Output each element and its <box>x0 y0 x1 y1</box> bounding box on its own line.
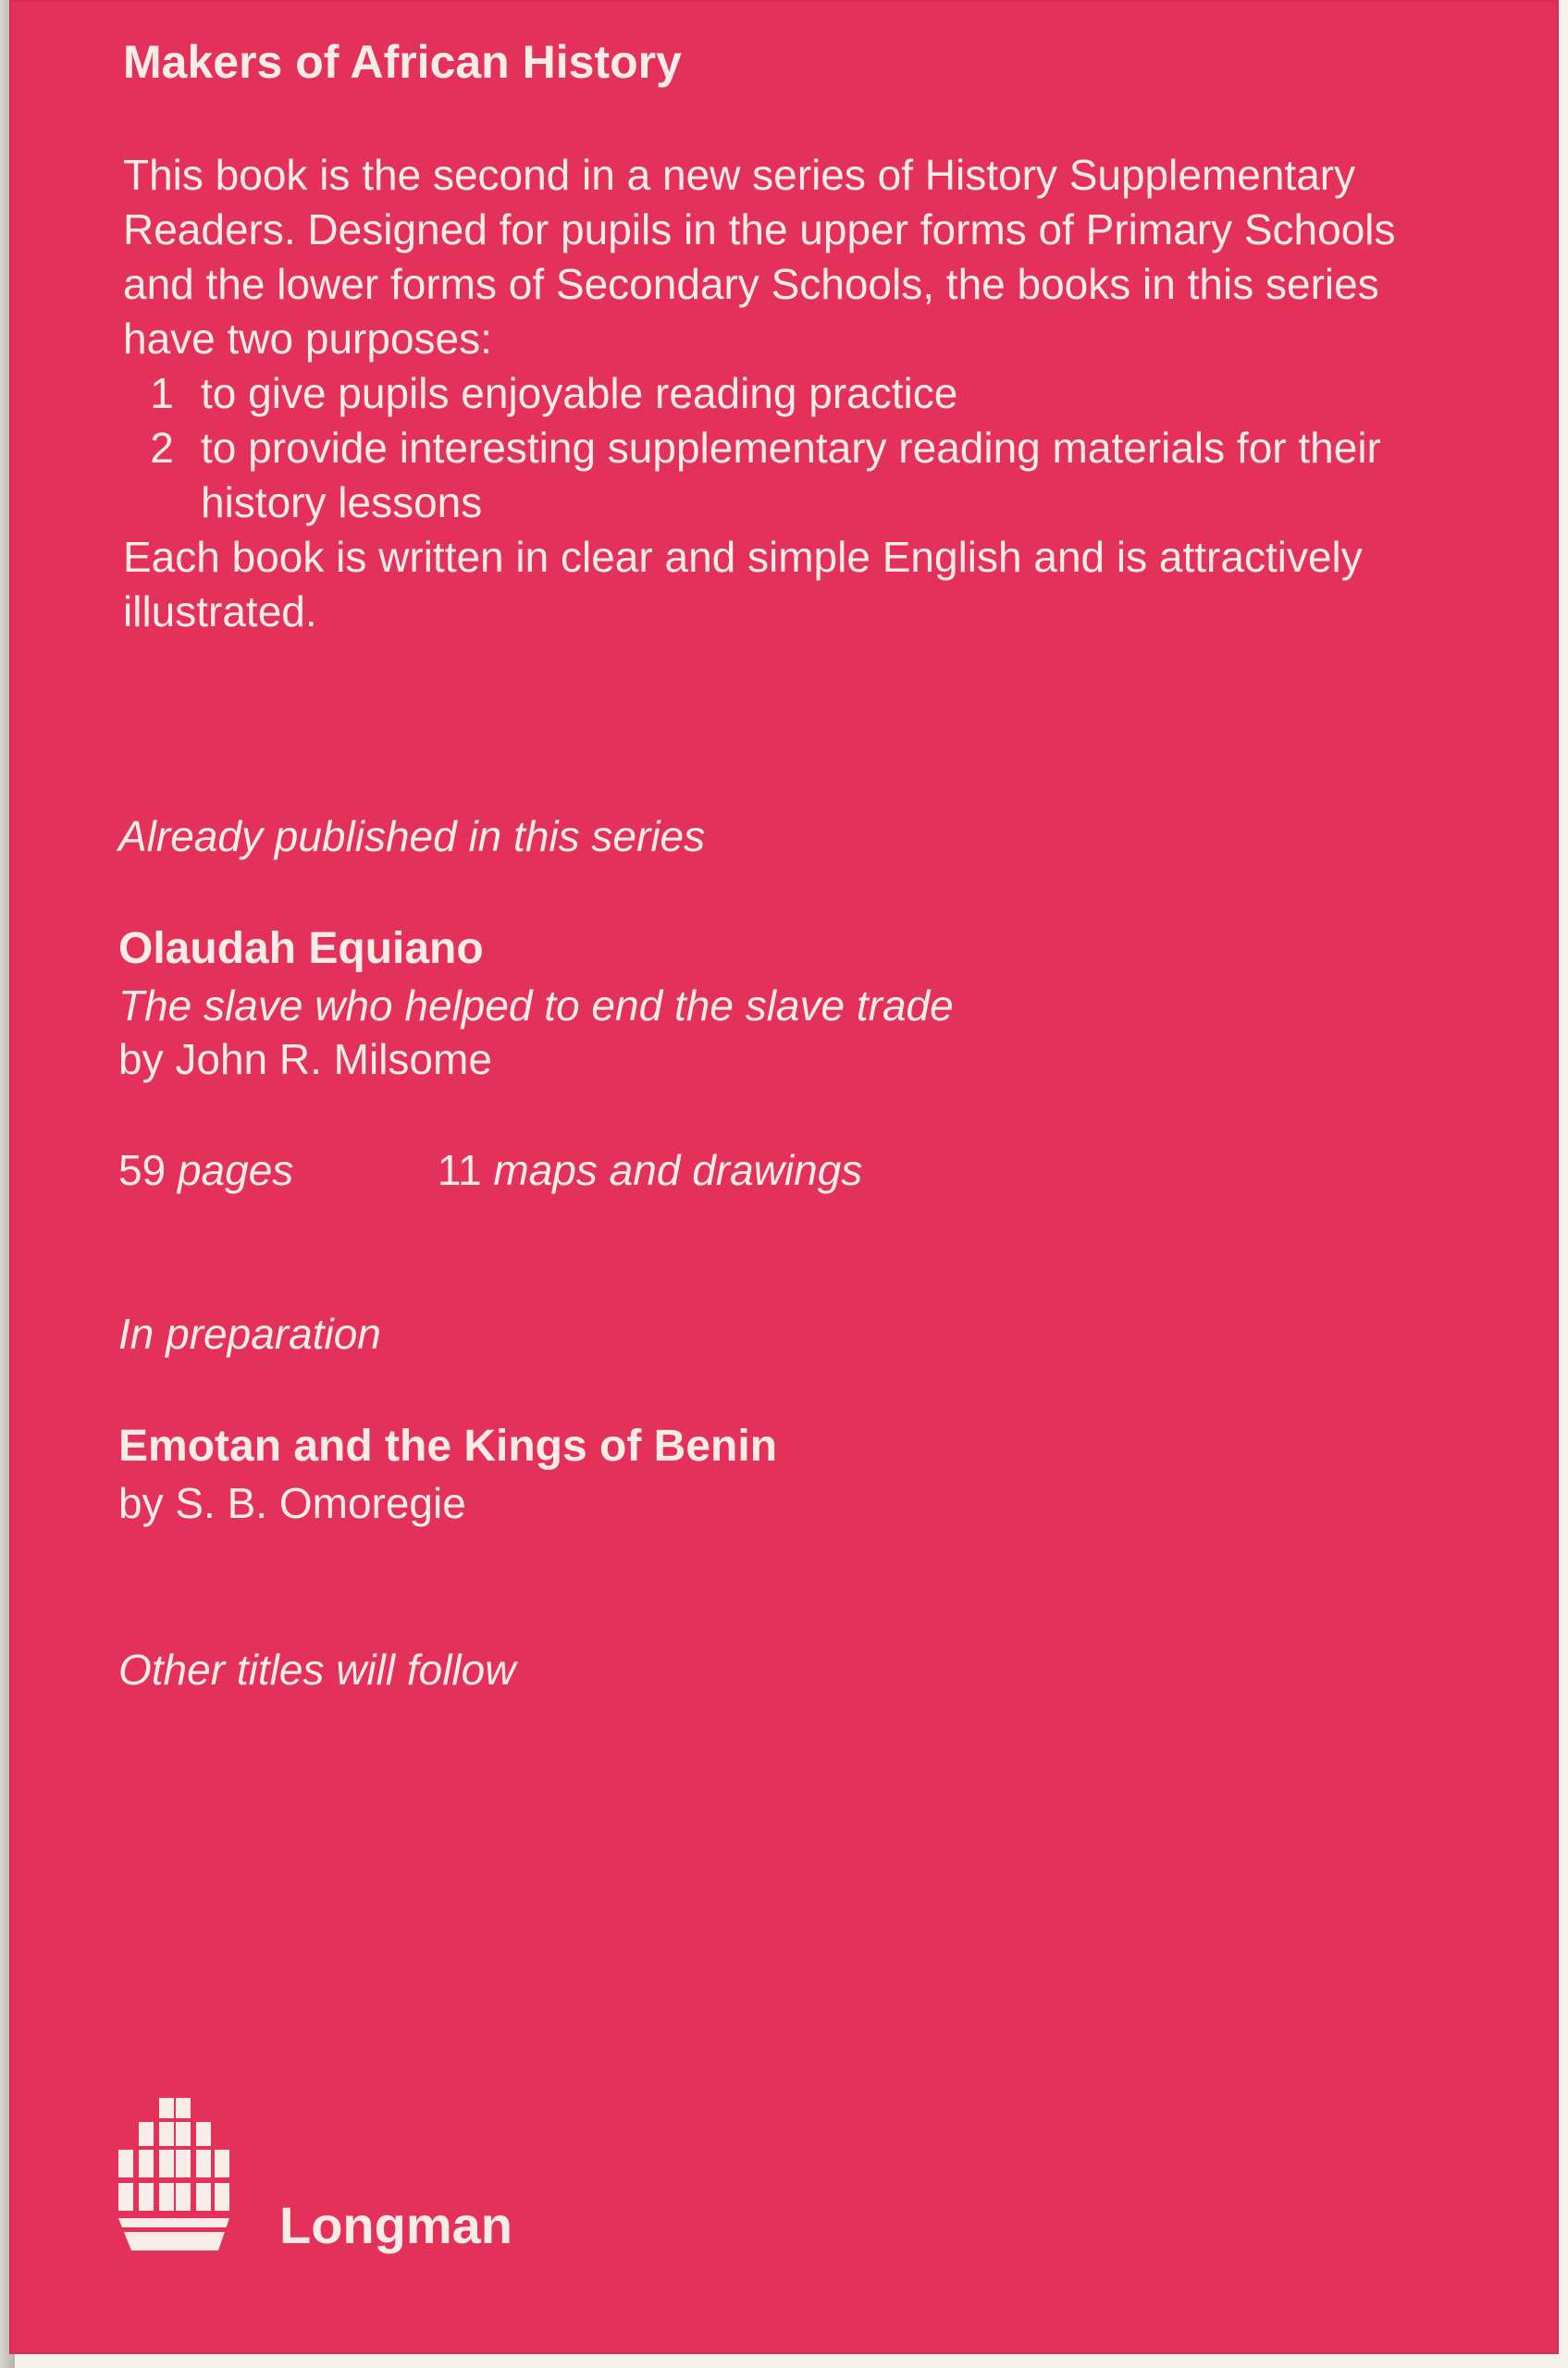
publisher-name: Longman <box>279 2196 512 2254</box>
back-cover <box>9 0 1559 2354</box>
published-book-title: Olaudah Equiano <box>118 924 484 973</box>
series-description <box>123 148 1437 639</box>
other-titles-note: Other titles will follow <box>118 1646 516 1694</box>
purpose-text: to give pupils enjoyable reading practice <box>201 369 958 417</box>
published-book-subtitle: The slave who helped to end the slave trade <box>118 981 954 1030</box>
purpose-number: 1 <box>150 369 174 417</box>
purposes-list <box>123 366 1437 530</box>
series-title: Makers of African History <box>123 36 682 88</box>
book-stats <box>118 1145 862 1195</box>
maps-label: maps and drawings <box>493 1146 863 1194</box>
purpose-text: to provide interesting supplementary reading materials for their history lessons <box>201 424 1381 526</box>
purpose-item <box>123 421 1437 530</box>
intro-paragraph: This book is the second in a new series of History Supplementary Readers. Designed for pupils in the upper forms of Primary Schools and the lower forms of Secondary Schools, the books in this series have two purposes: <box>123 151 1396 363</box>
preparation-book-author: by S. B. Omoregie <box>118 1479 466 1527</box>
published-book-author: by John R. Milsome <box>118 1035 492 1083</box>
preparation-label: In preparation <box>118 1310 381 1358</box>
ship-logo-icon <box>118 2098 229 2251</box>
pages-count: 59 <box>118 1146 167 1194</box>
maps-count: 11 <box>437 1146 482 1194</box>
preparation-book-title: Emotan and the Kings of Benin <box>118 1422 778 1471</box>
pages-label: pages <box>177 1146 294 1194</box>
intro-closing: Each book is written in clear and simple English and is attractively illustrated. <box>123 533 1363 635</box>
purpose-number: 2 <box>150 424 174 472</box>
purpose-item <box>123 366 1437 421</box>
published-label: Already published in this series <box>118 812 706 860</box>
